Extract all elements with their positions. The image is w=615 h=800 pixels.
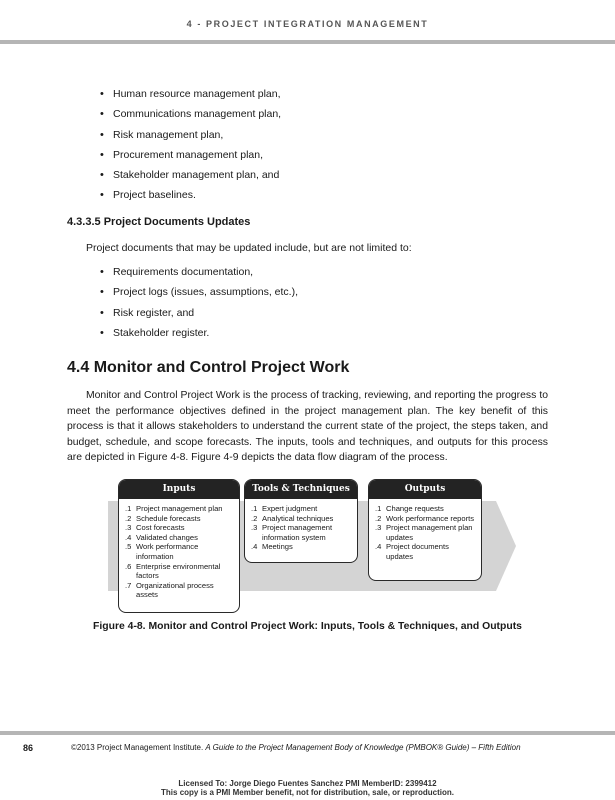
project-documents-list — [98, 262, 298, 343]
section-heading: 4.4 Monitor and Control Project Work — [67, 359, 350, 376]
license-line: Licensed To: Jorge Diego Fuentes Sanchez PMI MemberID: 2399412 — [178, 779, 437, 788]
copyright-text: ©2013 Project Management Institute. — [71, 743, 206, 752]
list-item: • Project baselines. — [98, 185, 281, 205]
list-item: .4 Validated changes — [125, 532, 198, 542]
list-item: .4 Meetings — [251, 542, 293, 552]
tools-techniques-title: Tools & Techniques — [245, 480, 357, 499]
book-title: A Guide to the Project Management Body of Knowledge (PMBOK® Guide) – Fifth Edition — [205, 743, 521, 752]
list-item: .1 Project management plan — [125, 504, 223, 513]
inputs-box — [118, 479, 240, 613]
list-item: • Communications management plan, — [98, 104, 281, 124]
list-item: • Requirements documentation, — [98, 262, 298, 282]
list-item: .1 Change requests — [375, 504, 444, 513]
section-body-paragraph: Monitor and Control Project Work is the process of tracking, reviewing, and reporting the progress to meet the performance objectives defined in the project management plan. The key benefit of this process is that it allows stakeholders to understand the current state of the project, the steps taken, and budget, schedule, and scope forecasts. The inputs, tools and techniques, and outputs for this process are depicted in Figure 4-8. Figure 4-9 depicts the data flow diagram of the process. — [67, 390, 548, 464]
outputs-list — [369, 499, 481, 566]
list-item: .5 Work performance information — [125, 542, 199, 561]
list-item: • Human resource management plan, — [98, 84, 281, 104]
list-item: .3 Project management plan updates — [375, 523, 473, 542]
inputs-title: Inputs — [119, 480, 239, 499]
list-item: • Risk register, and — [98, 303, 298, 323]
outputs-box — [368, 479, 482, 581]
list-item: • Risk management plan, — [98, 125, 281, 145]
list-item: .2 Analytical techniques — [251, 513, 334, 523]
list-item: .2 Schedule forecasts — [125, 513, 201, 523]
subsection-heading: 4.3.3.5 Project Documents Updates — [67, 216, 251, 228]
list-item: .7 Organizational process assets — [125, 580, 214, 600]
list-item: • Stakeholder register. — [98, 323, 298, 343]
list-item: .4 Project documents updates — [375, 542, 449, 561]
chapter-title: 4 - PROJECT INTEGRATION MANAGEMENT — [186, 19, 429, 29]
plan-components-list — [98, 84, 281, 206]
list-item: .2 Work performance reports — [375, 513, 475, 523]
outputs-title: Outputs — [369, 480, 481, 499]
license-notice: This copy is a PMI Member benefit, not for distribution, sale, or reproduction. — [161, 788, 454, 797]
tools-techniques-list — [245, 499, 357, 556]
list-item: • Procurement management plan, — [98, 145, 281, 165]
tools-techniques-box — [244, 479, 358, 563]
header-divider — [0, 40, 615, 44]
subsection-intro: Project documents that may be updated include, but are not limited to: — [86, 242, 412, 254]
list-item: .6 Enterprise environmental factors — [125, 561, 221, 581]
copyright-credit — [71, 743, 521, 752]
list-item: .3 Cost forecasts — [125, 523, 185, 533]
figure-caption: Figure 4-8. Monitor and Control Project Work: Inputs, Tools & Techniques, and Outputs — [93, 621, 522, 632]
page-number: 86 — [23, 743, 34, 753]
list-item: • Stakeholder management plan, and — [98, 165, 281, 185]
list-item: .3 Project management information system — [251, 523, 333, 542]
ito-figure — [104, 479, 516, 614]
list-item: .1 Expert judgment — [251, 504, 318, 513]
inputs-list — [119, 499, 239, 604]
list-item: • Project logs (issues, assumptions, etc.), — [98, 282, 298, 302]
footer-divider — [0, 731, 615, 735]
